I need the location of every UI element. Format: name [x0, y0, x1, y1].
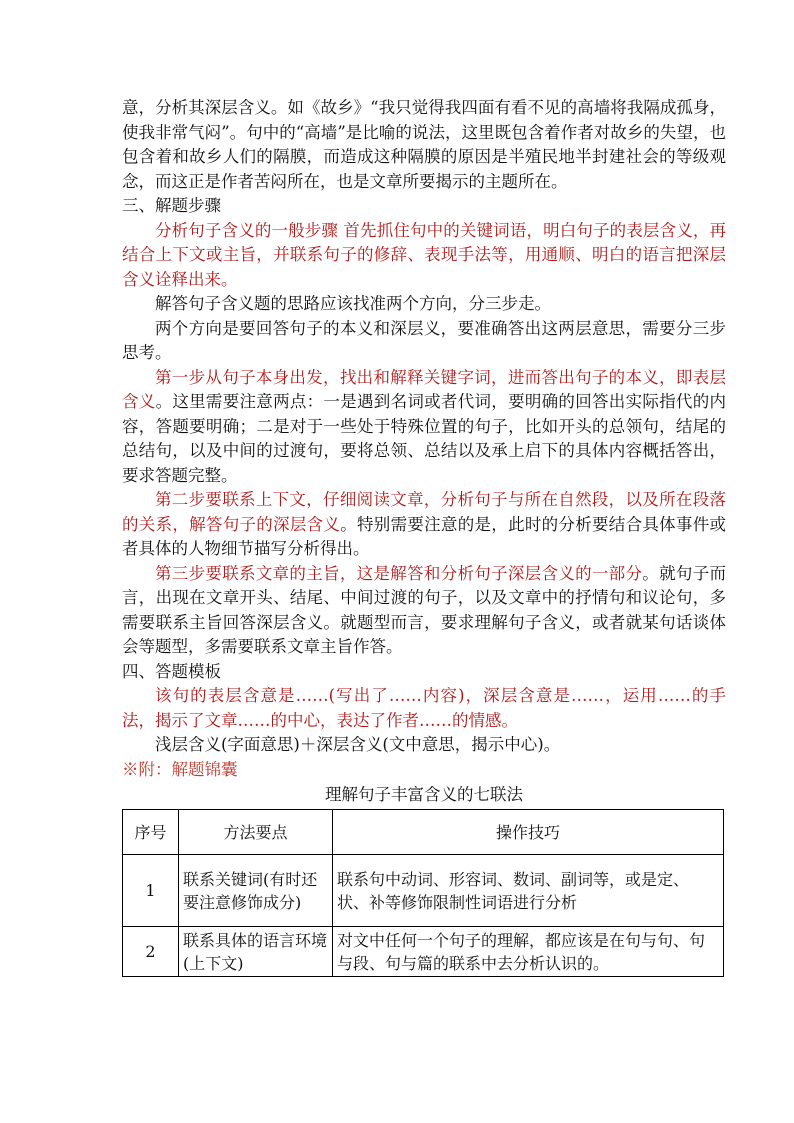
- row-technique: 对文中任何一个句子的理解，都应该是在句与句、句与段、句与篇的联系中去分析认识的。: [333, 927, 724, 977]
- step3-key-text: 第三步要联系文章的主旨，这是解答和分析句子深层含义的一部分: [155, 563, 643, 583]
- section-heading-4: 四、答题模板: [122, 661, 221, 681]
- section-heading-3: 三、解题步骤: [122, 196, 221, 215]
- row-index: 1: [123, 855, 179, 927]
- header-method: 方法要点: [179, 810, 333, 855]
- table-row: [123, 927, 724, 977]
- step1-key-text: 第一步从句子本身出发，找出和解释关键字词，进而答出句子的本义，即表层含义: [122, 367, 726, 411]
- document-page: [122, 96, 726, 977]
- header-index: 序号: [123, 810, 179, 855]
- appendix-label: ※附：解题锦囊: [122, 759, 238, 779]
- answer-template-paragraph: 该句的表层含意是……(写出了……内容)，深层含意是……，运用……的手法，揭示了文章……的中心，表达了作者……的情感。: [122, 686, 726, 730]
- step2-key-text: 第二步要联系上下文，仔细阅读文章，分析句子与所在自然段，以及所在段落的关系，解答句子的深层含义: [122, 490, 726, 534]
- intro-paragraph: 意，分析其深层含义。如《故乡》“我只觉得我四面有看不见的高墙将我隔成孤身，使我非常气闷”。句中的“高墙”是比喻的说法，这里既包含着作者对故乡的失望，也包含着和故乡人们的隔膜，而造成这种隔膜的原因是半殖民地半封建社会的等级观念，而这正是作者苦闷所在，也是文章所要揭示的主题所在。: [122, 98, 726, 191]
- general-steps-paragraph: 分析句子含义的一般步骤 首先抓住句中的关键词语，明白句子的表层含义，再结合上下文或主旨，并联系句子的修辞、表现手法等，用通顺、明白的语言把深层含义诠释出来。: [122, 220, 726, 289]
- table-row: [123, 855, 724, 927]
- methods-table: [122, 809, 724, 977]
- step2-paragraph: [122, 488, 726, 562]
- row-method: 联系关键词(有时还要注意修饰成分): [179, 855, 333, 927]
- step3-detail-text: 。就句子而言，出现在文章开头、结尾、中间过渡的句子，以及文章中的抒情句和议论句，多需要联系主旨回答深层含义。就题型而言，要求理解句子含义，或者就某句话谈体会等题型，多需要联系文章主旨作答。: [122, 563, 727, 656]
- two-directions-paragraph: 两个方向是要回答句子的本义和深层义，要准确答出这两层意思，需要分三步思考。: [122, 318, 726, 362]
- table-title: 理解句子丰富含义的七联法: [325, 785, 523, 804]
- table-header-row: [123, 810, 724, 855]
- row-index: 2: [123, 927, 179, 977]
- header-technique: 操作技巧: [333, 810, 724, 855]
- step2-detail-text: 。特别需要注意的是，此时的分析要结合具体事件或者具体的人物细节描写分析得出。: [122, 514, 727, 558]
- row-method: 联系具体的语言环境(上下文): [179, 927, 333, 977]
- formula-paragraph: 浅层含义(字面意思)＋深层含义(文中意思，揭示中心)。: [155, 735, 561, 754]
- step1-detail-text: 。这里需要注意两点：一是遇到名词或者代词，要明确的回答出实际指代的内容，答题要明确；二是对于一些处于特殊位置的句子，比如开头的总领句，结尾的总结句，以及中间的过渡句，要将总领、总结以及承上启下的具体内容概括答出，要求答题完整。: [122, 392, 727, 485]
- step3-paragraph: [122, 562, 726, 660]
- thinking-paragraph: 解答句子含义题的思路应该找准两个方向，分三步走。: [155, 294, 551, 313]
- row-technique: 联系句中动词、形容词、数词、副词等，或是定、状、补等修饰限制性词语进行分析: [333, 855, 724, 927]
- step1-paragraph: [122, 366, 726, 489]
